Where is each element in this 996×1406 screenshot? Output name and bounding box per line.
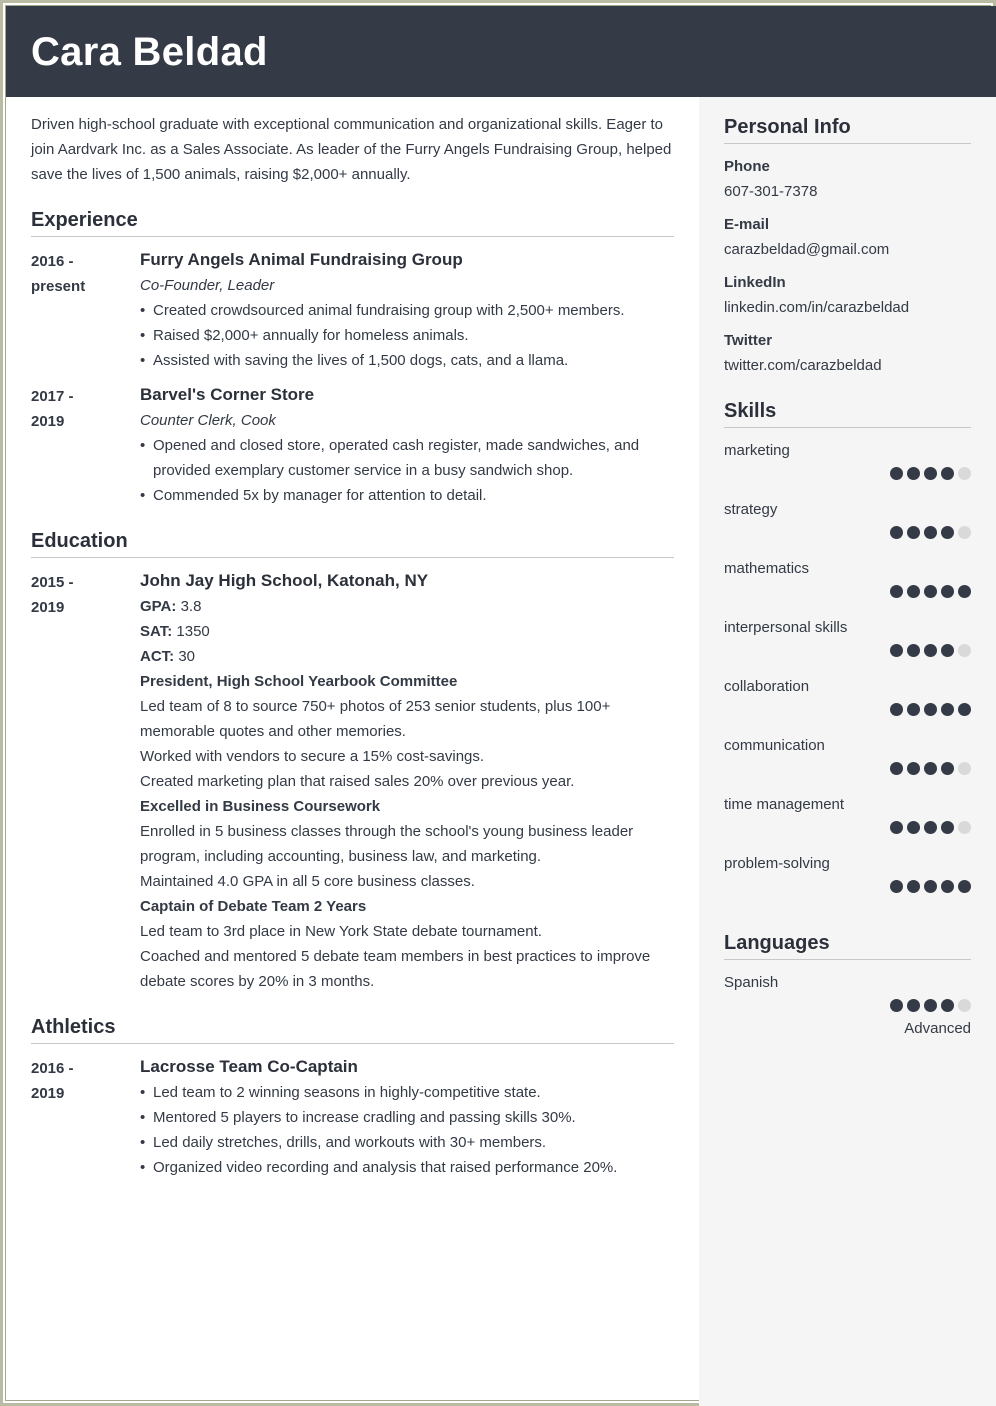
sat-label: SAT:	[140, 623, 173, 640]
languages-heading: Languages	[724, 930, 971, 960]
act-line	[140, 644, 674, 669]
language-item	[724, 970, 971, 1055]
rating-dot-filled	[890, 467, 903, 480]
rating-dot-filled	[890, 703, 903, 716]
date-end: 2019	[31, 599, 65, 616]
rating-dot-filled	[941, 467, 954, 480]
rating-dot-filled	[907, 880, 920, 893]
skill-rating	[890, 821, 971, 834]
rating-dot-filled	[924, 467, 937, 480]
sat-value: 1350	[176, 623, 210, 640]
rating-dot-filled	[907, 999, 920, 1012]
entry-date	[31, 247, 140, 373]
skill-item	[724, 556, 971, 615]
entry-title: Furry Angels Animal Fundraising Group	[140, 250, 463, 269]
skill-name: communication	[724, 737, 825, 754]
entry-role: Counter Clerk, Cook	[140, 412, 276, 429]
entry-body	[140, 568, 674, 994]
achievement-line: Led team to 3rd place in New York State debate tournament.	[140, 923, 542, 940]
rating-dot-filled	[924, 703, 937, 716]
rating-dot-filled	[941, 999, 954, 1012]
bullet-item: • Organized video recording and analysis that raised performance 20%.	[140, 1155, 674, 1180]
rating-dot-empty	[958, 644, 971, 657]
achievement-line: Enrolled in 5 business classes through the school's young business leader program, including accounting, business law, and marketing.	[140, 823, 634, 865]
rating-dot-filled	[924, 762, 937, 775]
skill-name: mathematics	[724, 560, 810, 577]
rating-dot-filled	[907, 526, 920, 539]
rating-dot-filled	[941, 703, 954, 716]
skill-rating	[890, 880, 971, 893]
athletics-heading: Athletics	[31, 1014, 674, 1044]
skill-item	[724, 497, 971, 556]
skill-item	[724, 851, 971, 910]
bullet-item: • Assisted with saving the lives of 1,500 dogs, cats, and a llama.	[140, 348, 674, 373]
rating-dot-filled	[890, 644, 903, 657]
achievement-line: Worked with vendors to secure a 15% cost-savings.	[140, 748, 485, 765]
main-column	[31, 112, 674, 1189]
rating-dot-filled	[924, 880, 937, 893]
skill-item	[724, 792, 971, 851]
achievement-line: Coached and mentored 5 debate team members in best practices to improve debate scores by 20% in 3 months.	[140, 948, 651, 990]
rating-dot-filled	[941, 526, 954, 539]
phone-value: 607-301-7378	[724, 183, 818, 200]
rating-dot-filled	[907, 821, 920, 834]
phone-block	[724, 154, 971, 204]
rating-dot-filled	[890, 526, 903, 539]
skill-name: problem-solving	[724, 855, 830, 872]
linkedin-block	[724, 270, 971, 320]
language-name: Spanish	[724, 974, 779, 991]
date-start: 2016 -	[31, 253, 74, 270]
skill-name: time management	[724, 796, 845, 813]
email-block	[724, 212, 971, 262]
language-rating	[890, 999, 971, 1012]
date-start: 2016 -	[31, 1060, 74, 1077]
achievement-heading: Excelled in Business Coursework	[140, 798, 381, 815]
rating-dot-filled	[907, 762, 920, 775]
achievement-line: Created marketing plan that raised sales 20% over previous year.	[140, 773, 575, 790]
act-value: 30	[178, 648, 196, 665]
skill-rating	[890, 703, 971, 716]
bullet-item: • Led team to 2 winning seasons in highly-competitive state.	[140, 1080, 674, 1105]
skill-item	[724, 438, 971, 497]
gpa-line	[140, 594, 674, 619]
rating-dot-empty	[958, 821, 971, 834]
bullet-list	[140, 433, 674, 508]
resume-header	[6, 6, 996, 97]
entry-body	[140, 247, 674, 373]
rating-dot-filled	[924, 999, 937, 1012]
gpa-value: 3.8	[180, 598, 202, 615]
skill-name: collaboration	[724, 678, 810, 695]
entry-body	[140, 1054, 674, 1180]
phone-label: Phone	[724, 158, 770, 175]
skill-item	[724, 615, 971, 674]
bullet-list	[140, 298, 674, 373]
skill-rating	[890, 644, 971, 657]
date-end: 2019	[31, 413, 65, 430]
email-label: E-mail	[724, 216, 770, 233]
skill-name: strategy	[724, 501, 778, 518]
education-entry	[31, 568, 674, 994]
twitter-value: twitter.com/carazbeldad	[724, 357, 882, 374]
date-end: 2019	[31, 1085, 65, 1102]
gpa-label: GPA:	[140, 598, 177, 615]
entry-date	[31, 382, 140, 508]
skills-list	[724, 438, 971, 910]
rating-dot-filled	[890, 821, 903, 834]
rating-dot-filled	[941, 762, 954, 775]
summary-text: Driven high-school graduate with exceptional communication and organizational skills. Eager to join Aardvark Inc. as a Sales Associate. As leader of the Furry Angels Fundraising Group, helped save the lives of 1,500 animals, raising $2,000+ annually.	[31, 116, 672, 183]
rating-dot-empty	[958, 526, 971, 539]
linkedin-value: linkedin.com/in/carazbeldad	[724, 299, 910, 316]
bullet-item: • Commended 5x by manager for attention to detail.	[140, 483, 674, 508]
rating-dot-filled	[907, 467, 920, 480]
achievement-line: Led team of 8 to source 750+ photos of 253 senior students, plus 100+ memorable quotes and other memories.	[140, 698, 611, 740]
entry-date	[31, 568, 140, 994]
entry-title: Barvel's Corner Store	[140, 385, 315, 404]
entry-title: Lacrosse Team Co-Captain	[140, 1057, 358, 1076]
rating-dot-filled	[941, 821, 954, 834]
school-name: John Jay High School, Katonah, NY	[140, 571, 429, 590]
rating-dot-filled	[890, 585, 903, 598]
rating-dot-filled	[907, 644, 920, 657]
bullet-list	[140, 1080, 674, 1180]
sidebar-column	[724, 114, 971, 1055]
skill-name: marketing	[724, 442, 790, 459]
bullet-item: • Raised $2,000+ annually for homeless animals.	[140, 323, 674, 348]
linkedin-label: LinkedIn	[724, 274, 786, 291]
entry-body	[140, 382, 674, 508]
rating-dot-filled	[907, 703, 920, 716]
rating-dot-filled	[958, 585, 971, 598]
skill-rating	[890, 526, 971, 539]
achievement-heading: Captain of Debate Team 2 Years	[140, 898, 367, 915]
sat-line	[140, 619, 674, 644]
skills-heading: Skills	[724, 398, 971, 428]
rating-dot-filled	[924, 821, 937, 834]
rating-dot-filled	[924, 526, 937, 539]
bullet-item: • Created crowdsourced animal fundraising group with 2,500+ members.	[140, 298, 674, 323]
athletics-entry	[31, 1054, 674, 1180]
rating-dot-filled	[890, 880, 903, 893]
skill-rating	[890, 467, 971, 480]
email-value: carazbeldad@gmail.com	[724, 241, 890, 258]
bullet-item: • Led daily stretches, drills, and workouts with 30+ members.	[140, 1130, 674, 1155]
rating-dot-filled	[941, 644, 954, 657]
rating-dot-empty	[958, 762, 971, 775]
experience-entry	[31, 382, 674, 508]
education-heading: Education	[31, 528, 674, 558]
skill-rating	[890, 762, 971, 775]
entry-date	[31, 1054, 140, 1180]
skill-item	[724, 733, 971, 792]
bullet-item: • Opened and closed store, operated cash register, made sandwiches, and provided exemplary customer service in a busy sandwich shop.	[140, 433, 674, 483]
rating-dot-filled	[941, 585, 954, 598]
twitter-block	[724, 328, 971, 378]
language-level: Advanced	[904, 1020, 971, 1037]
skill-rating	[890, 585, 971, 598]
rating-dot-filled	[907, 585, 920, 598]
date-end: present	[31, 278, 86, 295]
rating-dot-empty	[958, 467, 971, 480]
skill-name: interpersonal skills	[724, 619, 848, 636]
experience-heading: Experience	[31, 207, 674, 237]
experience-entry	[31, 247, 674, 373]
twitter-label: Twitter	[724, 332, 773, 349]
rating-dot-filled	[924, 585, 937, 598]
candidate-name: Cara Beldad	[31, 30, 268, 74]
achievement-heading: President, High School Yearbook Committee	[140, 673, 458, 690]
achievement-line: Maintained 4.0 GPA in all 5 core business classes.	[140, 873, 475, 890]
entry-role: Co-Founder, Leader	[140, 277, 275, 294]
rating-dot-filled	[890, 999, 903, 1012]
rating-dot-filled	[958, 703, 971, 716]
personal-info-heading: Personal Info	[724, 114, 971, 144]
rating-dot-filled	[890, 762, 903, 775]
date-start: 2017 -	[31, 388, 74, 405]
act-label: ACT:	[140, 648, 175, 665]
rating-dot-filled	[941, 880, 954, 893]
skill-item	[724, 674, 971, 733]
rating-dot-empty	[958, 999, 971, 1012]
bullet-item: • Mentored 5 players to increase cradling and passing skills 30%.	[140, 1105, 674, 1130]
date-start: 2015 -	[31, 574, 74, 591]
rating-dot-filled	[924, 644, 937, 657]
rating-dot-filled	[958, 880, 971, 893]
